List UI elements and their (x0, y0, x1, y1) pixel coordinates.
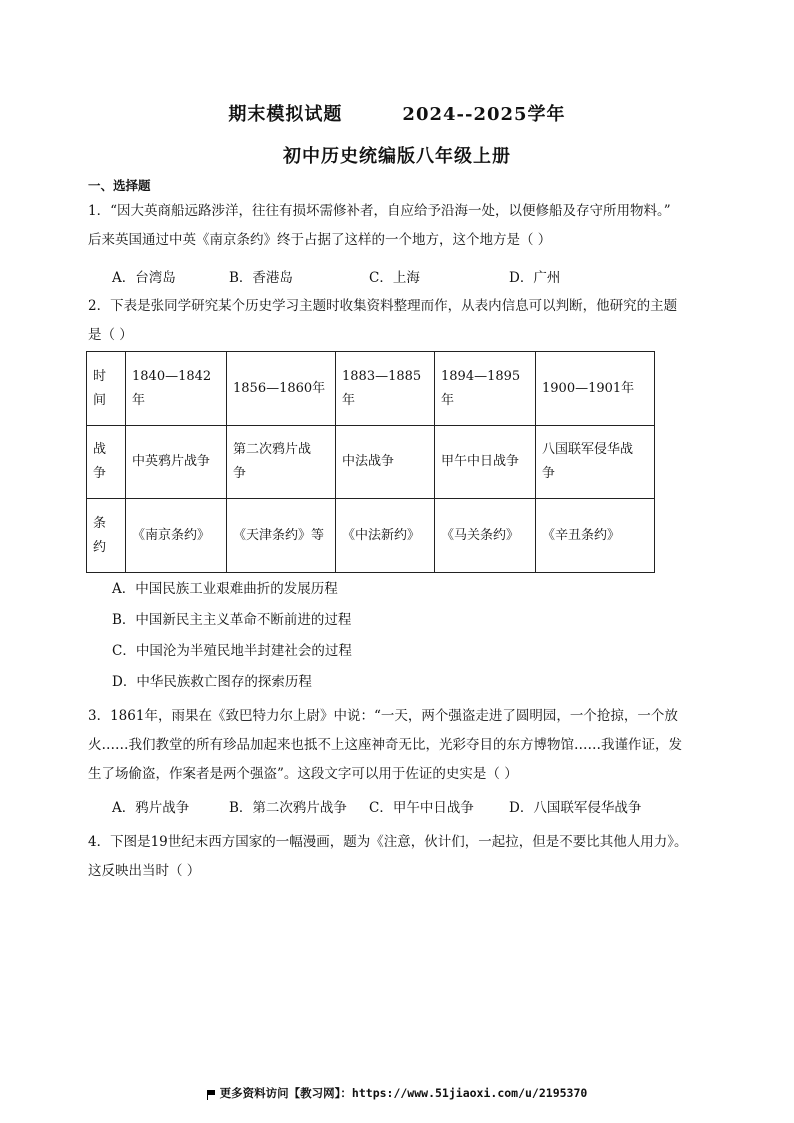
table-row (87, 499, 655, 573)
footer-link[interactable] (0, 1085, 794, 1101)
question-4-line-1: 4．下图是19世纪末西方国家的一幅漫画，题为《注意，伙计们，一起拉，但是不要比其他人用力》。 (88, 834, 688, 850)
question-2-line-1: 2．下表是张同学研究某个历史学习主题时收集资料整理而作，从表内信息可以判断，他研究的主题 (88, 298, 678, 314)
question-3 (88, 702, 708, 789)
table-cell: 甲午中日战争 (435, 426, 536, 499)
history-table (86, 351, 655, 573)
question-3-line-2: 火……我们教堂的所有珍品加起来也抵不上这座神奇无比，光彩夺目的东方博物馆……我谨作证，发 (88, 737, 682, 753)
exam-subtitle: 初中历史统编版八年级上册 (283, 146, 511, 167)
question-3-line-1: 3．1861年，雨果在《致巴特力尔上尉》中说：“一天，两个强盗走进了圆明园，一个抢掠，一个放 (88, 708, 678, 724)
table-cell: 1883—1885 年 (336, 352, 435, 426)
option-d: D．广州 (509, 270, 561, 286)
table-cell: 1894—1895 年 (435, 352, 536, 426)
table-cell: 《马关条约》 (435, 499, 536, 573)
option-b: B．第二次鸦片战争 (229, 800, 347, 816)
section-heading: 一、选择题 (88, 178, 151, 193)
question-4-line-2: 这反映出当时（ ） (88, 863, 201, 879)
question-2 (88, 292, 708, 350)
question-1 (88, 197, 708, 255)
row-header-war: 战 争 (87, 426, 126, 499)
question-3-line-3: 生了场偷盗，作案者是两个强盗”。这段文字可以用于佐证的史实是（ ） (88, 766, 518, 782)
option-d: D．中华民族救亡图存的探索历程 (112, 674, 312, 690)
question-1-line-2: 后来英国通过中英《南京条约》终于占据了这样的一个地方，这个地方是（ ） (88, 232, 552, 248)
option-b: B．中国新民主主义革命不断前进的过程 (112, 612, 352, 628)
table-cell: 《辛丑条约》 (536, 499, 655, 573)
table-cell: 《南京条约》 (126, 499, 227, 573)
option-b: B．香港岛 (229, 270, 293, 286)
exam-title (0, 100, 794, 126)
row-header-treaty: 条 约 (87, 499, 126, 573)
option-a: A．鸦片战争 (112, 800, 190, 816)
table-cell: 第二次鸦片战 争 (227, 426, 336, 499)
title-year: 2024--2025学年 (402, 104, 566, 125)
question-3-options (112, 798, 641, 818)
table-cell: 八国联军侵华战 争 (536, 426, 655, 499)
table-cell: 《天津条约》等 (227, 499, 336, 573)
question-1-options (112, 268, 560, 288)
question-2-options (112, 579, 352, 703)
option-d: D．八国联军侵华战争 (509, 800, 642, 816)
question-4 (88, 828, 708, 886)
table-row (87, 426, 655, 499)
table-cell: 1856—1860年 (227, 352, 336, 426)
table-cell: 1900—1901年 (536, 352, 655, 426)
option-c: C．上海 (369, 270, 420, 286)
footer-text: 更多资料访问【教习网】：https://www.51jiaoxi.com/u/2195370 (219, 1086, 588, 1100)
table-cell: 中法战争 (336, 426, 435, 499)
row-header-time: 时 间 (87, 352, 126, 426)
option-c: C．甲午中日战争 (369, 800, 474, 816)
question-1-line-1: 1．“因大英商船远路涉洋，往往有损坏需修补者，自应给予沿海一处，以便修船及存守所用物料。” (88, 203, 671, 219)
option-c: C．中国沦为半殖民地半封建社会的过程 (112, 643, 352, 659)
title-name: 期末模拟试题 (228, 104, 343, 125)
option-a: A．中国民族工业艰难曲折的发展历程 (112, 581, 338, 597)
option-a: A．台湾岛 (112, 270, 176, 286)
table-cell: 中英鸦片战争 (126, 426, 227, 499)
table-row (87, 352, 655, 426)
flag-icon (207, 1090, 216, 1098)
question-2-line-2: 是（ ） (88, 327, 133, 343)
table-cell: 1840—1842 年 (126, 352, 227, 426)
table-cell: 《中法新约》 (336, 499, 435, 573)
